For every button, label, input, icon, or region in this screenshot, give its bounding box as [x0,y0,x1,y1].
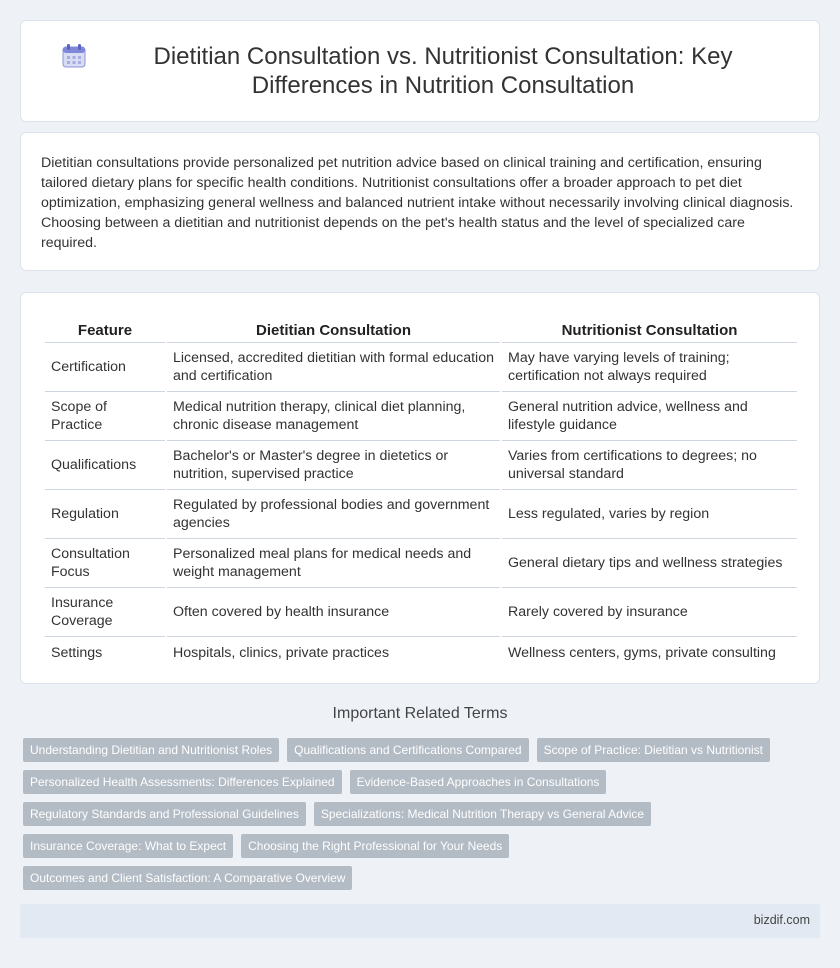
dietitian-cell: Licensed, accredited dietitian with formal education and certification [167,343,500,392]
feature-cell: Consultation Focus [45,539,165,588]
table-row [45,343,797,392]
related-terms-title: Important Related Terms [332,705,508,722]
table-row [45,588,797,637]
table-row [45,441,797,490]
nutritionist-cell: General dietary tips and wellness strategies [502,539,797,588]
related-term-tag[interactable]: Choosing the Right Professional for Your Needs [241,834,509,858]
comparison-table-card [20,292,820,684]
page-title: Dietitian Consultation vs. Nutritionist Consultation: Key Differences in Nutrition Consultation [153,43,733,99]
table-row [45,392,797,441]
feature-cell: Certification [45,343,165,392]
header-nutritionist: Nutritionist Consultation [502,313,797,343]
header-card [20,20,820,122]
related-term-tag[interactable]: Qualifications and Certifications Compared [287,738,528,762]
feature-cell: Settings [51,645,103,661]
nutritionist-cell: Rarely covered by insurance [502,588,797,637]
dietitian-cell: Hospitals, clinics, private practices [173,645,390,661]
table-row [45,490,797,539]
site-brand[interactable]: bizdif.com [753,913,810,927]
related-term-tag[interactable]: Understanding Dietitian and Nutritionist Roles [23,738,279,762]
related-term-tag[interactable]: Evidence-Based Approaches in Consultations [350,770,607,794]
related-term-tag[interactable]: Specializations: Medical Nutrition Therapy vs General Advice [314,802,651,826]
calendar-icon [61,43,87,69]
table-row [45,637,797,669]
dietitian-cell: Often covered by health insurance [167,588,500,637]
nutritionist-cell: General nutrition advice, wellness and lifestyle guidance [502,392,797,441]
intro-paragraph: Dietitian consultations provide personalized pet nutrition advice based on clinical training and certification, ensuring tailored dietary plans for specific health conditions. Nutritionist consultations offer a broader approach to pet diet optimization, emphasizing general wellness and balanced nutrient intake without necessarily involving clinical diagnosis. Choosing between a dietitian and nutritionist depends on the pet's health status and the level of specialized care required. [41,155,794,251]
footer-bar [20,904,820,938]
dietitian-cell: Bachelor's or Master's degree in dietetics or nutrition, supervised practice [167,441,500,490]
feature-cell: Regulation [45,490,165,539]
nutritionist-cell: Less regulated, varies by region [502,490,797,539]
related-term-tag[interactable]: Insurance Coverage: What to Expect [23,834,233,858]
feature-cell: Qualifications [45,441,165,490]
header-dietitian: Dietitian Consultation [167,313,500,343]
related-term-tag[interactable]: Personalized Health Assessments: Differences Explained [23,770,342,794]
related-term-tag[interactable]: Scope of Practice: Dietitian vs Nutritionist [537,738,770,762]
dietitian-cell: Regulated by professional bodies and government agencies [167,490,500,539]
nutritionist-cell: Wellness centers, gyms, private consulting [508,645,776,661]
feature-cell: Scope of Practice [45,392,165,441]
intro-card [20,132,820,271]
related-terms-list [23,738,813,890]
related-term-tag[interactable]: Regulatory Standards and Professional Guidelines [23,802,306,826]
feature-cell: Insurance Coverage [45,588,165,637]
nutritionist-cell: May have varying levels of training; certification not always required [502,343,797,392]
header-feature: Feature [45,313,165,343]
dietitian-cell: Personalized meal plans for medical needs and weight management [167,539,500,588]
table-header-row [45,313,797,343]
nutritionist-cell: Varies from certifications to degrees; no universal standard [502,441,797,490]
dietitian-cell: Medical nutrition therapy, clinical diet planning, chronic disease management [167,392,500,441]
comparison-table [43,313,799,669]
related-term-tag[interactable]: Outcomes and Client Satisfaction: A Comparative Overview [23,866,352,890]
table-row [45,539,797,588]
